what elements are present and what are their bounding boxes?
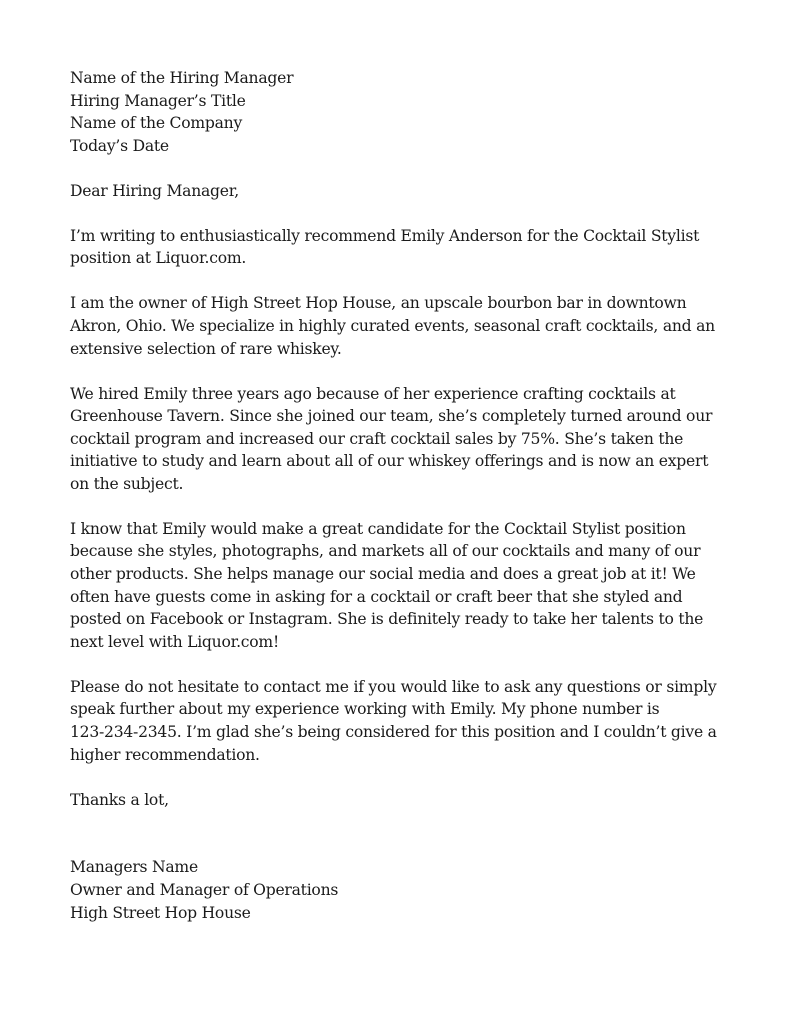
signature-name: Managers Name: [70, 858, 198, 877]
paragraph-line: cocktail program and increased our craft cocktail sales by 75%. She’s taken the: [70, 429, 684, 448]
letter-page: [70, 67, 740, 924]
paragraph-line: position at Liquor.com.: [70, 249, 247, 268]
paragraph-line: I am the owner of High Street Hop House, an upscale bourbon bar in downtown: [70, 294, 687, 313]
recipient-block: [70, 67, 740, 157]
paragraph-line: next level with Liquor.com!: [70, 632, 279, 651]
signature-block: [70, 856, 740, 924]
salutation: Dear Hiring Manager,: [70, 181, 239, 200]
recipient-name: Name of the Hiring Manager: [70, 69, 294, 87]
paragraph-line: Greenhouse Tavern. Since she joined our team, she’s completely turned around our: [70, 407, 713, 426]
paragraph-line: posted on Facebook or Instagram. She is definitely ready to take her talents to the: [70, 610, 704, 629]
paragraph-line: Akron, Ohio. We specialize in highly curated events, seasonal craft cocktails, and an: [70, 316, 715, 335]
signature-title: Owner and Manager of Operations: [70, 880, 339, 899]
paragraph-line: initiative to study and learn about all of our whiskey offerings and is now an expert: [70, 452, 709, 471]
paragraph-line: extensive selection of rare whiskey.: [70, 339, 342, 358]
recipient-title: Hiring Manager’s Title: [70, 91, 246, 110]
signature-company: High Street Hop House: [70, 903, 251, 922]
paragraph-line: often have guests come in asking for a cocktail or craft beer that she styled and: [70, 587, 683, 606]
paragraph-line: because she styles, photographs, and markets all of our cocktails and many of our: [70, 542, 701, 561]
paragraph-line: I know that Emily would make a great candidate for the Cocktail Stylist position: [70, 519, 686, 538]
paragraph-experience: [70, 383, 740, 496]
paragraph-line: higher recommendation.: [70, 745, 260, 764]
paragraph-qualifications: [70, 518, 740, 654]
paragraph-line: Please do not hesitate to contact me if you would like to ask any questions or simply: [70, 677, 717, 696]
recipient-company: Name of the Company: [70, 114, 243, 133]
paragraph-line: on the subject.: [70, 474, 184, 493]
closing: Thanks a lot,: [70, 790, 169, 809]
paragraph-intro: [70, 225, 740, 270]
paragraph-line: speak further about my experience working with Emily. My phone number is: [70, 700, 660, 719]
paragraph-line: I’m writing to enthusiastically recommend Emily Anderson for the Cocktail Stylist: [70, 226, 700, 245]
paragraph-line: other products. She helps manage our social media and does a great job at it! We: [70, 565, 696, 584]
paragraph-about-owner: [70, 292, 740, 360]
letter-date: Today’s Date: [70, 136, 169, 155]
signature-spacer: [70, 834, 740, 857]
paragraph-line: We hired Emily three years ago because of her experience crafting cocktails at: [70, 384, 676, 403]
paragraph-line: 123-234-2345. I’m glad she’s being considered for this position and I couldn’t give a: [70, 723, 717, 741]
paragraph-contact: [70, 676, 740, 766]
